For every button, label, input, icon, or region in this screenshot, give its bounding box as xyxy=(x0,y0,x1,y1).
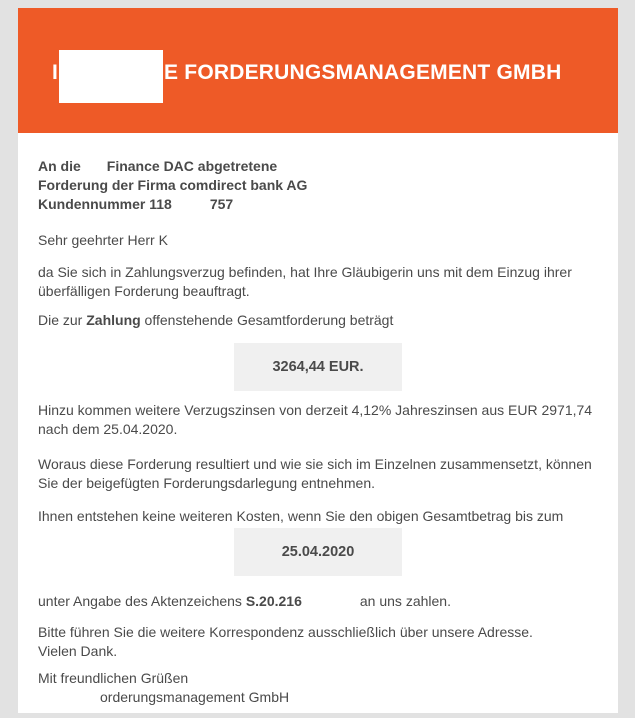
header-redaction-box xyxy=(59,50,163,103)
greeting-line: Sehr geehrter Herr K xyxy=(38,232,168,248)
recipient-line-2: Forderung der Firma comdirect bank AG xyxy=(38,177,308,193)
company-title-right: E FORDERUNGSMANAGEMENT GMBH xyxy=(164,61,562,84)
para-overdue-line2: überfälligen Forderung beauftragt. xyxy=(38,283,250,299)
para-amount-intro xyxy=(38,311,598,330)
closing-line: Mit freundlichen Grüßen xyxy=(38,670,189,686)
letter-header-banner xyxy=(18,8,618,133)
amount-intro-post: offenstehende Gesamtforderung beträgt xyxy=(140,312,394,328)
customer-number-right: 757 xyxy=(209,196,234,212)
amount-intro-pre: Die zur xyxy=(38,312,87,328)
recipient-line-1 xyxy=(38,157,598,176)
para-reference xyxy=(38,592,598,611)
para-interest-line2: nach dem 25.04.2020. xyxy=(38,421,178,437)
recipient-line1-right: Finance DAC abgetretene xyxy=(106,158,278,174)
correspondence-line: Bitte führen Sie die weitere Korrespondenz ausschließlich über unsere Adresse. xyxy=(38,624,533,640)
amount-intro-bold: Zahlung xyxy=(86,312,141,328)
deadline-date-box: 25.04.2020 xyxy=(234,528,402,576)
para-overdue xyxy=(38,263,598,301)
signature-company-line: orderungsmanagement GmbH xyxy=(100,689,290,705)
letter-content xyxy=(18,157,618,707)
reference-code: S.20.216 xyxy=(245,593,302,609)
para-breakdown xyxy=(38,455,598,493)
company-title-left: I xyxy=(52,61,59,84)
para-breakdown-line2: Sie der beigefügten Forderungsdarlegung entnehmen. xyxy=(38,475,376,491)
para-interest xyxy=(38,401,598,439)
para-correspondence xyxy=(38,623,598,661)
total-amount-box: 3264,44 EUR. xyxy=(234,343,402,391)
closing-block xyxy=(38,669,598,707)
email-body-card xyxy=(18,8,618,713)
para-interest-line1: Hinzu kommen weitere Verzugszinsen von derzeit 4,12% Jahreszinsen aus EUR 2971,74 xyxy=(38,402,593,418)
recipient-line-3 xyxy=(38,195,598,214)
reference-pre: unter Angabe des Aktenzeichens xyxy=(38,593,246,609)
recipient-line1-left: An die xyxy=(38,158,81,174)
para-overdue-line1: da Sie sich in Zahlungsverzug befinden, hat Ihre Gläubigerin uns mit dem Einzug ihrer xyxy=(38,264,572,280)
customer-number-left: Kundennummer 118 xyxy=(38,196,172,212)
para-breakdown-line1: Woraus diese Forderung resultiert und wie sie sich im Einzelnen zusammensetzt, können xyxy=(38,456,592,472)
reference-post: an uns zahlen. xyxy=(359,593,451,609)
thanks-line: Vielen Dank. xyxy=(38,643,118,659)
recipient-block xyxy=(38,157,598,214)
para-deadline-intro: Ihnen entstehen keine weiteren Kosten, wenn Sie den obigen Gesamtbetrag bis zum xyxy=(38,508,564,524)
